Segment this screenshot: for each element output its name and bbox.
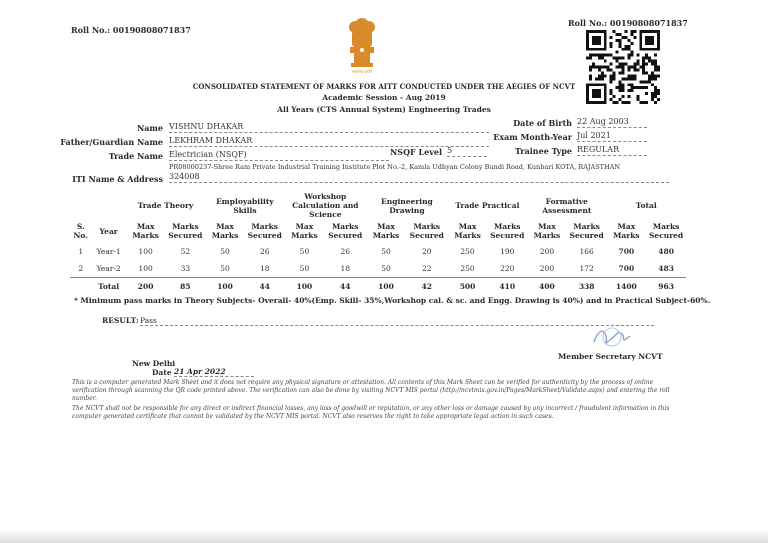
cell: 22 — [421, 264, 432, 273]
exam-value: Jul 2021 — [577, 131, 647, 142]
header-secured: Marks Secured — [409, 222, 444, 240]
cell: 410 — [487, 278, 527, 296]
name-label: Name — [136, 123, 163, 133]
cell: 85 — [165, 278, 205, 296]
cell: 250 — [460, 247, 475, 256]
group-header-drawing: Engineering Drawing — [381, 196, 433, 215]
result-label: RESULT: — [102, 316, 139, 325]
trades-line: All Years (CTS Annual System) Engineering Trades — [277, 105, 491, 114]
header-secured: Marks Secured — [649, 222, 684, 240]
header-max: Max Marks — [613, 222, 640, 240]
page-edge — [0, 529, 768, 543]
signatory: Member Secretary NCVT — [558, 352, 663, 361]
cell: 18 — [340, 264, 350, 273]
cell: 200 — [539, 247, 555, 256]
cell: 700 — [618, 264, 635, 273]
disclaimer-1: This is a computer generated Mark Sheet and it does not require any physical signature or attestation. All contents of this Mark Sheet can be verified for authenticity by the process of online verification through scanning the QR code printed above. The verification can also be done by visiting NCVT MIS portal (http://ncvtmis.gov.in/Pages/MarkSheet/Validate.aspx) and entering the roll number. — [72, 379, 670, 402]
cell: 26 — [259, 247, 270, 256]
dob-label: Date of Birth — [513, 118, 572, 128]
signature-icon — [590, 324, 634, 350]
header-sno: S. No. — [73, 222, 88, 240]
total-label: Total — [91, 278, 125, 296]
min-pass-note: * Minimum pass marks in Theory Subjects- Overall- 40%(Emp. Skill- 35%,Workshop cal. & sc. and Engg. Drawing is 40%) and in Practical Subject-60%. — [74, 296, 711, 305]
iti-label: ITI Name & Address — [72, 174, 163, 184]
row-year: Year-1 — [96, 247, 121, 256]
cell: 100 — [366, 278, 406, 296]
place: New Delhi — [132, 359, 176, 368]
cell: 100 — [205, 278, 245, 296]
cell: 100 — [138, 264, 153, 273]
cell: 338 — [567, 278, 607, 296]
cell: 480 — [658, 247, 674, 256]
group-header-workshop: Workshop Calculation and Science — [292, 192, 359, 219]
trade-label: Trade Name — [108, 151, 163, 161]
disclaimer-2: The NCVT shall not be responsible for any direct or indirect financial losses, any loss of goodwill or reputation, or any other loss or damage caused by any incorrect / fraudulent information in this computer generated certificate that cannot be validated by the NCVT MIS portal. NCVT also reserves the right to take appropriate legal action in such cases. — [72, 405, 670, 420]
date-label: Date — [152, 368, 172, 377]
header-max: Max Marks — [454, 222, 481, 240]
cell: 200 — [539, 264, 555, 273]
group-header-employability: Employability Skills — [216, 196, 274, 215]
group-header-trade-theory: Trade Theory — [137, 201, 194, 210]
cell: 50 — [220, 247, 230, 256]
group-header-practical: Trade Practical — [455, 201, 520, 210]
cell: 200 — [126, 278, 166, 296]
cell: 700 — [618, 247, 635, 256]
total-row — [70, 278, 686, 296]
header-year: Year — [99, 226, 118, 236]
header-secured: Marks Secured — [168, 222, 203, 240]
row-sno: 2 — [78, 264, 84, 273]
cell: 400 — [527, 278, 567, 296]
row-year: Year-2 — [96, 264, 121, 273]
result-value: Pass — [140, 316, 654, 326]
header-secured: Marks Secured — [247, 222, 282, 240]
exam-label: Exam Month-Year — [493, 132, 572, 142]
dob-value: 22 Aug 2003 — [577, 117, 647, 128]
nsqf-value: 5 — [447, 146, 487, 157]
iti-address-line1: PR08000237-Shree Ram Private Industrial Training Institute Plot No.-2, Kamla Udhyan Colony Bundi Road, Kunhari KOTA, RAJASTHAN — [169, 163, 621, 171]
cell: 26 — [340, 247, 350, 256]
cell: 50 — [299, 264, 310, 273]
header-max: Max Marks — [291, 222, 318, 240]
cell: 50 — [220, 264, 230, 273]
header-max: Max Marks — [533, 222, 561, 240]
cell: 50 — [299, 247, 310, 256]
group-header-total: Total — [635, 201, 657, 210]
header-max: Max Marks — [372, 222, 400, 240]
father-value: LEKHRAM DHAKAR — [169, 136, 489, 147]
cell: 100 — [138, 247, 153, 256]
trainee-label: Trainee Type — [515, 146, 572, 156]
header-secured: Marks Secured — [569, 222, 604, 240]
trade-value: Electrician (NSQF) — [169, 150, 389, 161]
header-max: Max Marks — [211, 222, 239, 240]
cell: 500 — [448, 278, 488, 296]
name-value: VISHNU DHAKAR — [169, 122, 489, 133]
header-max: Max Marks — [132, 222, 159, 240]
academic-session: Academic Session - Aug 2019 — [322, 93, 446, 102]
svg-text:सत्यमेव जयते: सत्यमेव जयते — [352, 69, 372, 74]
cell: 220 — [500, 264, 515, 273]
nsqf-label: NSQF Level — [389, 147, 442, 157]
header-secured: Marks Secured — [490, 222, 525, 240]
cell: 50 — [381, 264, 391, 273]
header-secured: Marks Secured — [328, 222, 363, 240]
cell: 250 — [460, 264, 475, 273]
cell: 166 — [579, 247, 594, 256]
roll-number-right: Roll No.: 00190808071837 — [568, 18, 688, 28]
cell: 190 — [500, 247, 515, 256]
cell: 52 — [180, 247, 191, 256]
table-row — [70, 260, 686, 278]
trainee-value: REGULAR — [577, 145, 647, 156]
cell: 33 — [180, 264, 191, 273]
cell: 100 — [285, 278, 325, 296]
cell: 42 — [406, 278, 448, 296]
cell: 44 — [324, 278, 366, 296]
group-header-formative: Formative Assessment — [542, 196, 592, 215]
cell: 18 — [259, 264, 270, 273]
cell: 963 — [646, 278, 686, 296]
row-sno: 1 — [78, 247, 84, 256]
father-label: Father/Guardian Name — [60, 137, 163, 147]
cell: 20 — [421, 247, 432, 256]
cell: 50 — [381, 247, 391, 256]
cell: 483 — [658, 264, 674, 273]
cell: 172 — [579, 264, 594, 273]
cell: 1400 — [607, 278, 647, 296]
iti-address-line2: 324008 — [169, 172, 669, 183]
statement-title: CONSOLIDATED STATEMENT OF MARKS FOR AITT CONDUCTED UNDER THE AEGIES OF NCVT — [192, 82, 576, 91]
table-row — [70, 243, 686, 260]
national-emblem-icon — [346, 18, 378, 74]
roll-number-left: Roll No.: 00190808071837 — [71, 25, 191, 35]
marks-table — [70, 192, 686, 295]
date-value: 21 Apr 2022 — [174, 367, 254, 377]
cell: 44 — [245, 278, 285, 296]
